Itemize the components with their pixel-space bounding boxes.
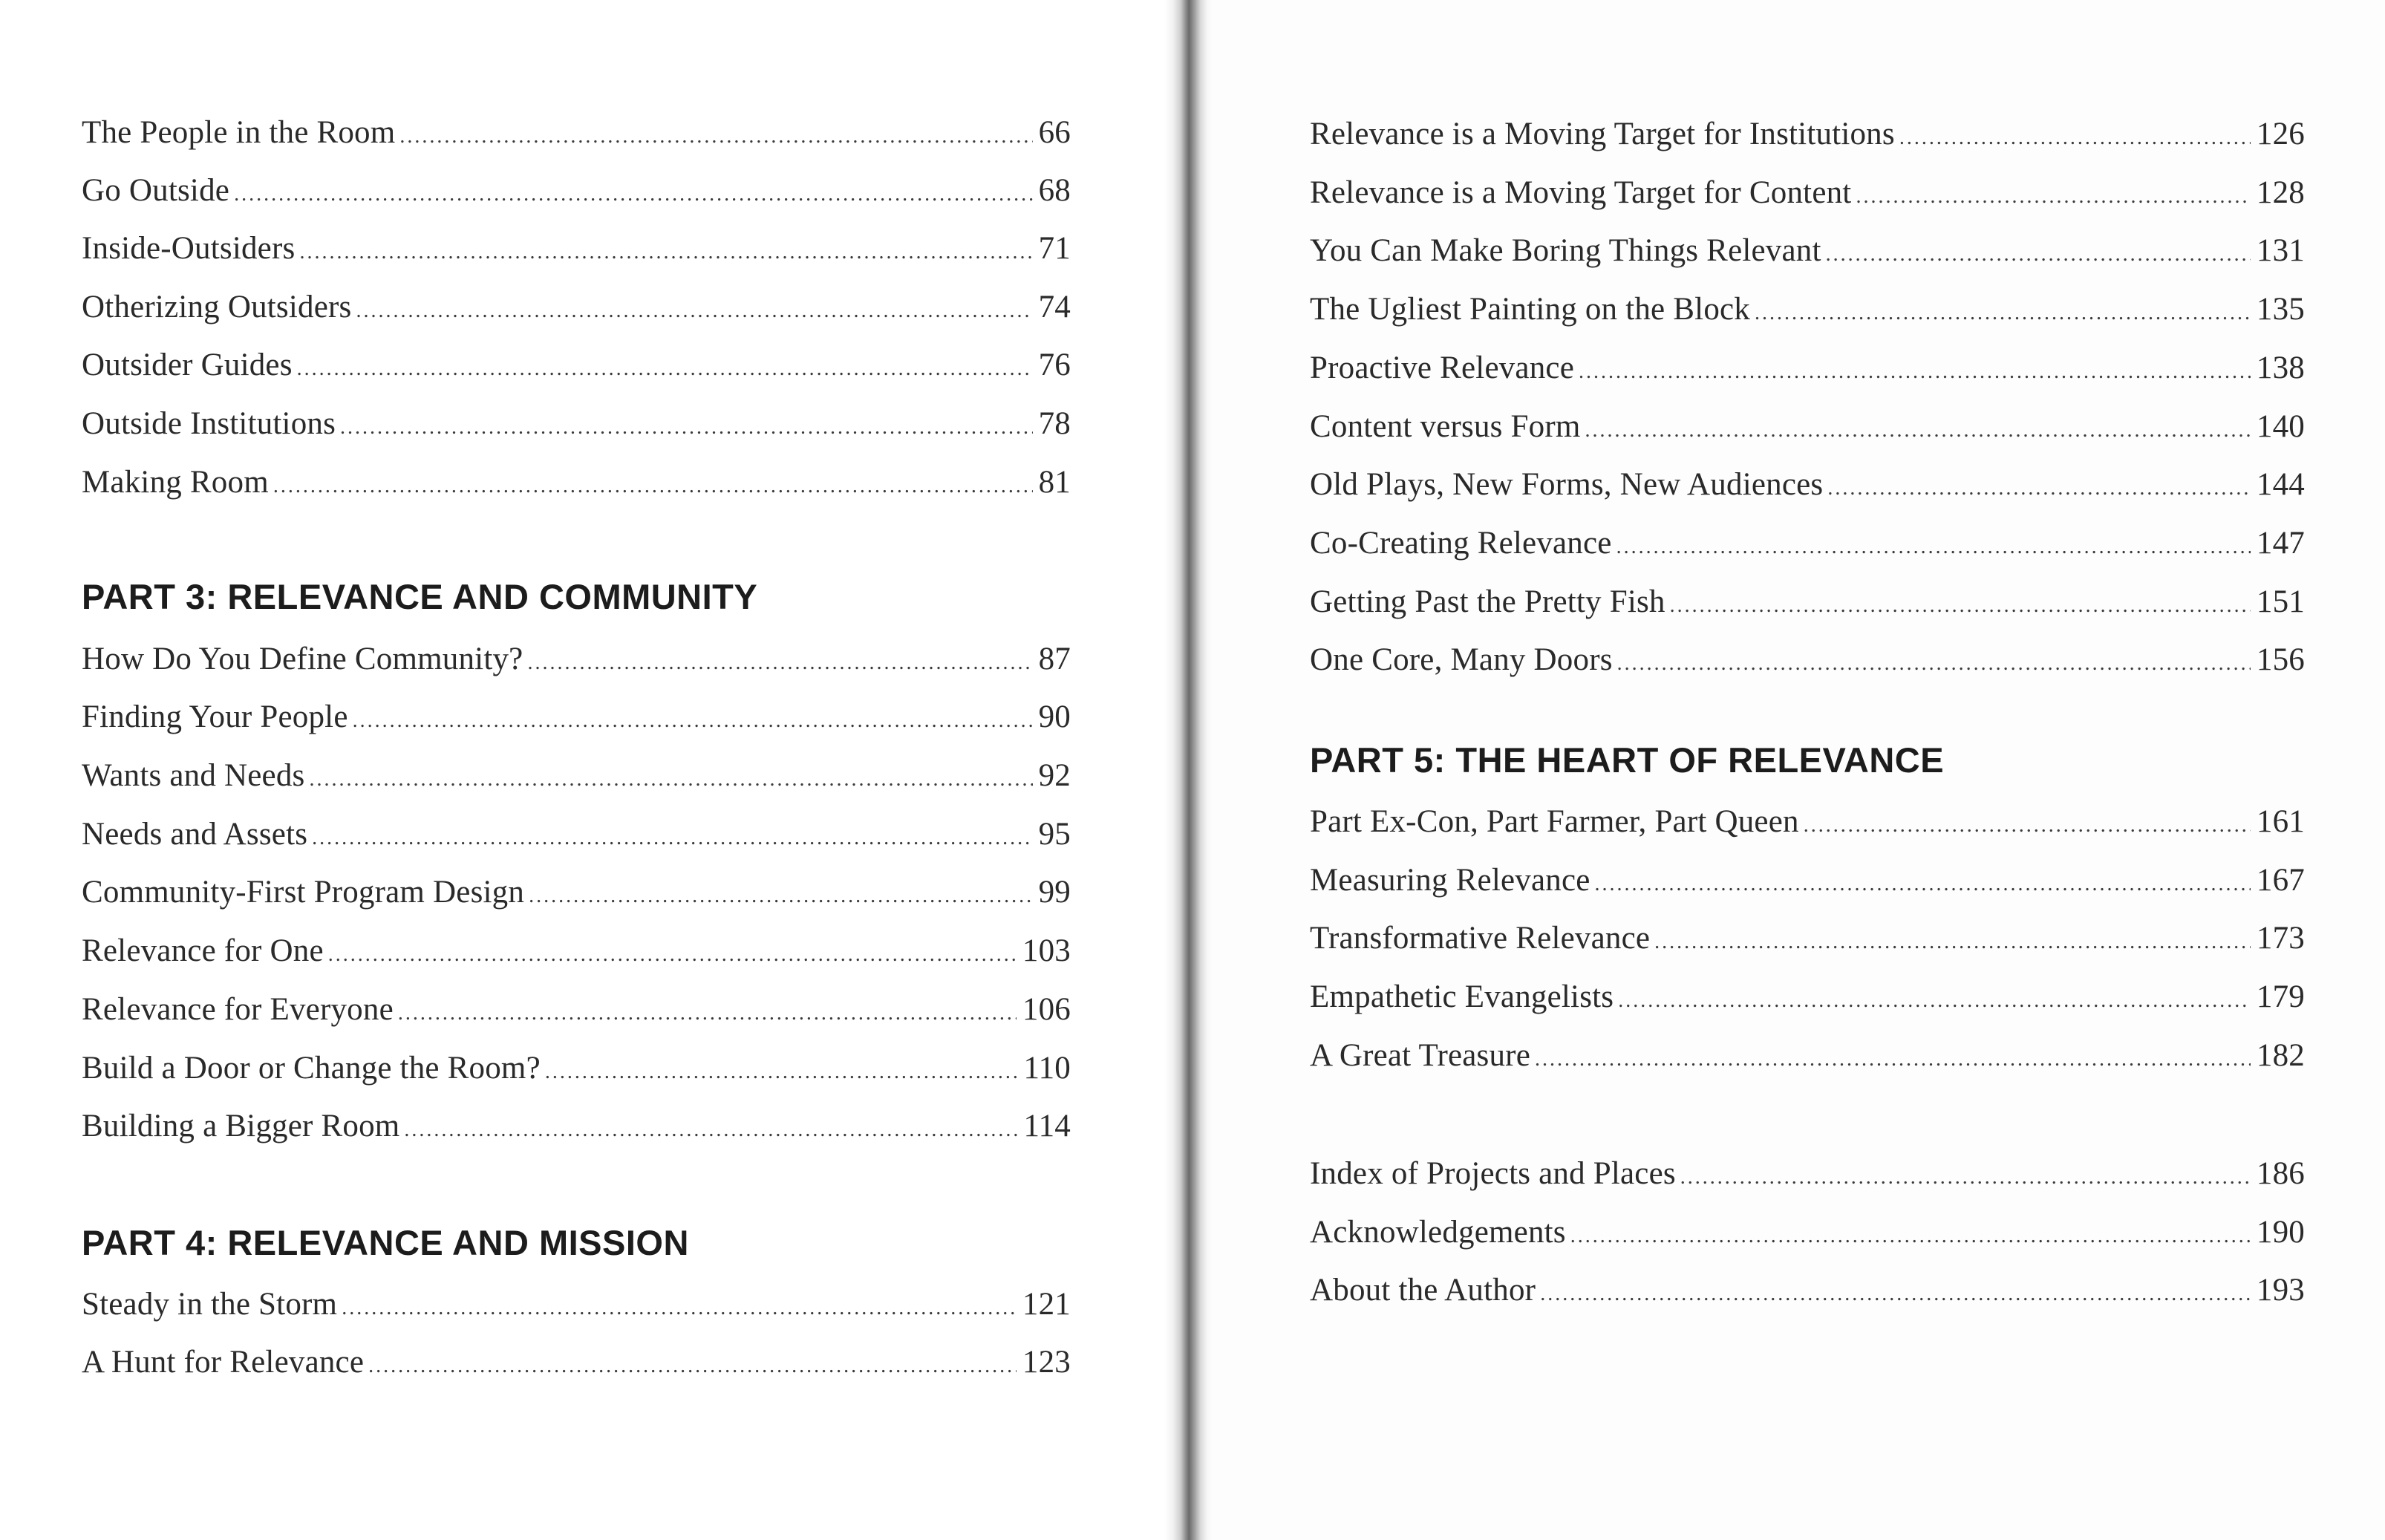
- toc-entry-title: Go Outside: [82, 173, 230, 208]
- toc-entry-title: A Great Treasure: [1310, 1038, 1530, 1073]
- toc-entry[interactable]: [1310, 1034, 2305, 1078]
- dot-leader: [1826, 232, 2251, 277]
- dot-leader: [328, 933, 1017, 977]
- part-4-heading: PART 4: RELEVANCE AND MISSION: [82, 1223, 689, 1262]
- toc-entry-page: 135: [2256, 292, 2305, 327]
- toc-entry-title: Empathetic Evangelists: [1310, 979, 1614, 1014]
- dot-leader: [340, 405, 1033, 450]
- toc-entry-page: 103: [1022, 933, 1071, 968]
- toc-entry-page: 95: [1038, 817, 1071, 852]
- dot-leader: [527, 641, 1032, 685]
- part-3-heading: PART 3: RELEVANCE AND COMMUNITY: [82, 577, 758, 616]
- dot-leader: [1680, 1155, 2251, 1200]
- toc-entry[interactable]: [82, 988, 1071, 1032]
- toc-entry-title: Index of Projects and Places: [1310, 1156, 1676, 1191]
- toc-entry-page: 147: [2256, 526, 2305, 561]
- dot-leader: [1899, 116, 2251, 160]
- toc-entry-page: 186: [2256, 1156, 2305, 1191]
- toc-entry[interactable]: [1310, 463, 2305, 507]
- toc-entry[interactable]: [82, 695, 1071, 740]
- toc-entry-page: 71: [1038, 231, 1071, 266]
- toc-entry[interactable]: [82, 1104, 1071, 1149]
- toc-entry-page: 114: [1023, 1109, 1071, 1143]
- toc-entry-page: 179: [2256, 979, 2305, 1014]
- dot-leader: [1579, 350, 2251, 394]
- toc-entry[interactable]: [1310, 916, 2305, 961]
- toc-entry-title: How Do You Define Community?: [82, 642, 523, 676]
- toc-entry[interactable]: [1310, 405, 2305, 449]
- dot-leader: [1804, 803, 2251, 848]
- toc-entry-title: Making Room: [82, 465, 269, 500]
- dot-leader: [1755, 291, 2251, 336]
- toc-entry-page: 87: [1038, 642, 1071, 676]
- dot-leader: [234, 172, 1033, 217]
- dot-leader: [1570, 1214, 2251, 1259]
- toc-entry-page: 173: [2256, 921, 2305, 956]
- book-gutter: [1164, 0, 1212, 1540]
- toc-entry-title: The Ugliest Painting on the Block: [1310, 292, 1750, 327]
- dot-leader: [1540, 1272, 2251, 1316]
- dot-leader: [1670, 584, 2251, 628]
- dot-leader: [299, 230, 1032, 275]
- dot-leader: [273, 464, 1033, 509]
- dot-leader: [399, 114, 1032, 159]
- dot-leader: [1618, 979, 2251, 1023]
- toc-entry[interactable]: [82, 1340, 1071, 1385]
- toc-entry-title: Content versus Form: [1310, 409, 1581, 444]
- toc-entry[interactable]: [82, 812, 1071, 857]
- toc-entry-page: 161: [2256, 804, 2305, 839]
- toc-entry-page: 167: [2256, 863, 2305, 898]
- toc-entry-page: 138: [2256, 350, 2305, 385]
- toc-entry-page: 151: [2256, 584, 2305, 619]
- toc-entry[interactable]: [82, 111, 1071, 155]
- toc-entry[interactable]: [1310, 975, 2305, 1019]
- toc-entry-title: You Can Make Boring Things Relevant: [1310, 233, 1821, 268]
- toc-entry[interactable]: [82, 929, 1071, 973]
- toc-entry-page: 190: [2256, 1215, 2305, 1250]
- dot-leader: [1654, 920, 2251, 965]
- toc-entry[interactable]: [82, 1282, 1071, 1327]
- toc-entry[interactable]: [1310, 346, 2305, 391]
- toc-entry-title: Co-Creating Relevance: [1310, 526, 1612, 561]
- dot-leader: [356, 289, 1032, 333]
- toc-entry[interactable]: [1310, 171, 2305, 215]
- toc-entry[interactable]: [1310, 800, 2305, 844]
- toc-entry[interactable]: [82, 637, 1071, 682]
- toc-entry-page: 74: [1038, 290, 1071, 324]
- toc-entry-title: Build a Door or Change the Room?: [82, 1051, 541, 1086]
- toc-entry-title: Otherizing Outsiders: [82, 290, 352, 324]
- dot-leader: [1585, 408, 2251, 453]
- toc-entry[interactable]: [1310, 638, 2305, 682]
- toc-entry-title: Acknowledgements: [1310, 1215, 1566, 1250]
- toc-entry[interactable]: [1310, 858, 2305, 903]
- toc-entry[interactable]: [1310, 229, 2305, 273]
- toc-entry-page: 66: [1038, 115, 1071, 150]
- toc-entry[interactable]: [1310, 521, 2305, 566]
- dot-leader: [368, 1344, 1017, 1389]
- dot-leader: [1616, 525, 2251, 570]
- toc-entry-page: 92: [1038, 758, 1071, 793]
- toc-entry-title: Part Ex-Con, Part Farmer, Part Queen: [1310, 804, 1799, 839]
- toc-entry-title: Old Plays, New Forms, New Audiences: [1310, 467, 1824, 502]
- toc-entry-page: 78: [1038, 406, 1071, 441]
- dot-leader: [404, 1108, 1017, 1152]
- dot-leader: [297, 347, 1033, 391]
- toc-entry[interactable]: [1310, 112, 2305, 157]
- dot-leader: [545, 1050, 1018, 1094]
- toc-entry[interactable]: [82, 402, 1071, 446]
- dot-leader: [309, 757, 1032, 802]
- toc-entry[interactable]: [82, 1046, 1071, 1091]
- toc-entry-title: Outsider Guides: [82, 348, 293, 382]
- toc-entry-title: Proactive Relevance: [1310, 350, 1574, 385]
- toc-entry-page: 144: [2256, 467, 2305, 502]
- toc-entry[interactable]: [82, 169, 1071, 213]
- dot-leader: [353, 699, 1033, 743]
- dot-leader: [1595, 862, 2251, 907]
- toc-entry-title: The People in the Room: [82, 115, 396, 150]
- toc-entry-title: A Hunt for Relevance: [82, 1345, 365, 1380]
- toc-entry-page: 106: [1022, 992, 1071, 1027]
- toc-entry[interactable]: [82, 460, 1071, 505]
- toc-entry-page: 81: [1038, 465, 1071, 500]
- toc-entry-title: Relevance for Everyone: [82, 992, 394, 1027]
- part-5-heading: PART 5: THE HEART OF RELEVANCE: [1310, 740, 1945, 780]
- toc-entry[interactable]: [82, 285, 1071, 330]
- toc-entry[interactable]: [1310, 1152, 2305, 1196]
- toc-entry-page: 90: [1038, 699, 1071, 734]
- dot-leader: [1856, 174, 2250, 219]
- toc-entry-page: 182: [2256, 1038, 2305, 1073]
- dot-leader: [312, 816, 1032, 861]
- dot-leader: [529, 874, 1033, 919]
- toc-entry[interactable]: [82, 343, 1071, 388]
- dot-leader: [1617, 642, 2251, 686]
- dot-leader: [398, 991, 1017, 1036]
- toc-entry[interactable]: [1310, 1268, 2305, 1313]
- dot-leader: [1535, 1037, 2251, 1082]
- toc-entry-page: 99: [1038, 875, 1071, 910]
- toc-entry-page: 76: [1038, 348, 1071, 382]
- toc-entry-title: Needs and Assets: [82, 817, 308, 852]
- toc-entry-title: About the Author: [1310, 1273, 1536, 1308]
- toc-entry[interactable]: [82, 754, 1071, 798]
- toc-entry-page: 126: [2256, 117, 2305, 151]
- toc-entry[interactable]: [82, 226, 1071, 271]
- toc-entry-title: Steady in the Storm: [82, 1287, 338, 1322]
- toc-entry[interactable]: [1310, 287, 2305, 332]
- toc-entry-page: 110: [1023, 1051, 1071, 1086]
- toc-entry-page: 68: [1038, 173, 1071, 208]
- toc-entry-page: 131: [2256, 233, 2305, 268]
- toc-entry-page: 121: [1022, 1287, 1071, 1322]
- toc-entry-title: Measuring Relevance: [1310, 863, 1590, 898]
- toc-entry-title: Getting Past the Pretty Fish: [1310, 584, 1665, 619]
- toc-entry-title: Inside-Outsiders: [82, 231, 296, 266]
- toc-entry-title: Relevance is a Moving Target for Institutions: [1310, 117, 1895, 151]
- toc-entry[interactable]: [1310, 580, 2305, 624]
- toc-entry-page: 140: [2256, 409, 2305, 444]
- dot-leader: [342, 1286, 1017, 1331]
- toc-entry[interactable]: [1310, 1210, 2305, 1255]
- toc-entry-title: Community-First Program Design: [82, 875, 525, 910]
- toc-entry-title: Transformative Relevance: [1310, 921, 1651, 956]
- toc-entry-title: Relevance is a Moving Target for Content: [1310, 175, 1852, 210]
- toc-entry-title: Relevance for One: [82, 933, 324, 968]
- dot-leader: [1827, 466, 2251, 511]
- toc-entry-title: Finding Your People: [82, 699, 348, 734]
- toc-entry-page: 193: [2256, 1273, 2305, 1308]
- toc-entry-page: 123: [1022, 1345, 1071, 1380]
- toc-entry-title: Wants and Needs: [82, 758, 305, 793]
- toc-entry[interactable]: [82, 870, 1071, 915]
- toc-entry-page: 156: [2256, 642, 2305, 677]
- toc-entry-page: 128: [2256, 175, 2305, 210]
- toc-entry-title: Building a Bigger Room: [82, 1109, 400, 1143]
- toc-entry-title: Outside Institutions: [82, 406, 336, 441]
- toc-entry-title: One Core, Many Doors: [1310, 642, 1613, 677]
